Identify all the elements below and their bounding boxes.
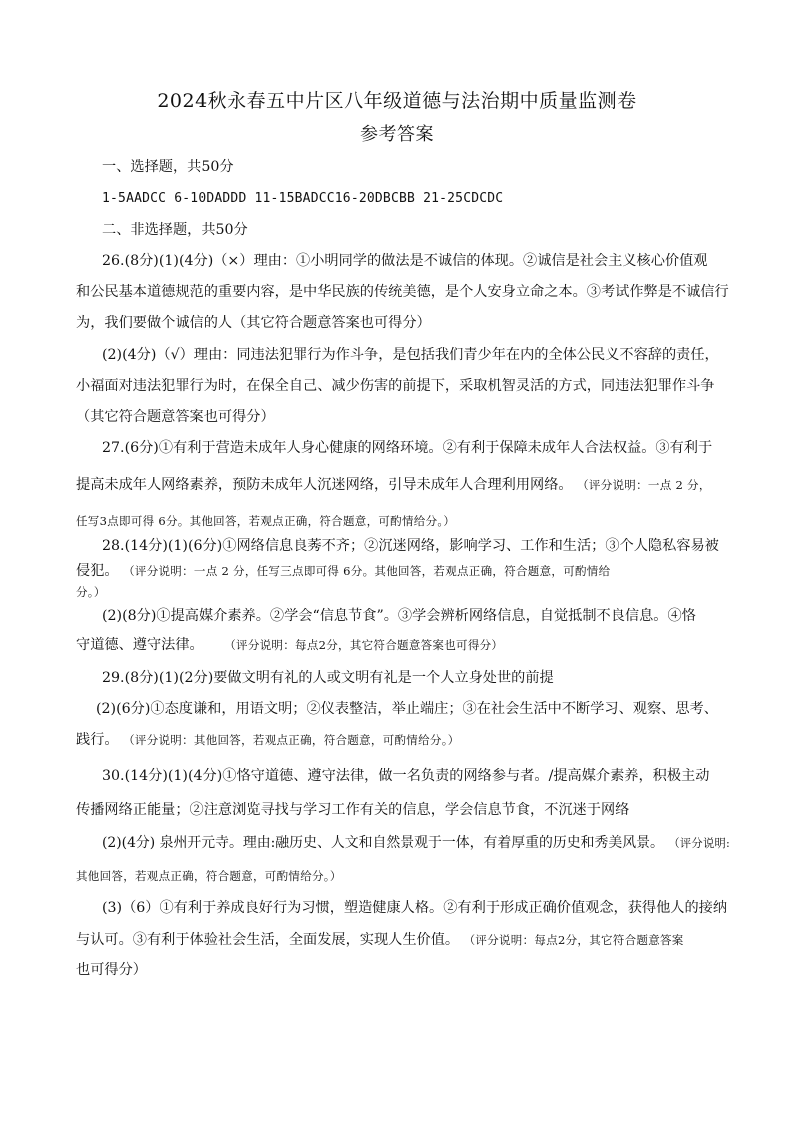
q30-part2-line-1-main: (2)(4分) 泉州开元寺。理由:融历史、人文和自然景观于一体，有着厚重的历史和秀美风景。: [102, 835, 664, 851]
q29-part2-line-1: (2)(6分)①态度谦和，用语文明；②仪表整洁，举止端庄；③在社会生活中不断学习、观察、思考、: [96, 701, 718, 717]
q27-scoring-note-2: 任写3点即可得 6分。其他回答，若观点正确，符合题意，可酌情给分。）: [76, 514, 456, 528]
q26-line-2: 和公民基本道德规范的重要内容，是中华民族的传统美德，是个人安身立命之本。③考试作弊是不诚信行: [76, 284, 729, 300]
q29-line-1: 29.(8分)(1)(2分)要做文明有礼的人或文明有礼是一个人立身处世的前提: [102, 670, 554, 686]
q29-part2-line-2: [76, 730, 460, 750]
q30-part3-line-2-main: 与认可。③有利于体验社会生活，全面发展，实现人生价值。: [76, 932, 460, 948]
q30-part2-scoring-note-2: 其他回答，若观点正确，符合题意，可酌情给分。）: [76, 869, 342, 883]
choice-answers: 1-5AADCC 6-10DADDD 11-15BADCC16-20DBCBB 21-25CDCDC: [102, 191, 504, 206]
q30-part3-scoring-note: （评分说明：每点2分，其它符合题意答案: [463, 933, 684, 947]
q28-scoring-note-2: 分。）: [76, 585, 106, 599]
section-nonchoice-heading: 二、非选择题，共50分: [102, 222, 248, 238]
q30-line-1: 30.(14分)(1)(4分)①恪守道德、遵守法律，做一名负责的网络参与者。/提高媒介素养，积极主动: [102, 768, 710, 784]
q26-line-1: 26.(8分)(1)(4分)（×）理由：①小明同学的做法是不诚信的体现。②诚信是社会主义核心价值观: [102, 253, 708, 269]
q30-part2-line-1: [102, 833, 730, 853]
q28-line-1: 28.(14分)(1)(6分)①网络信息良莠不齐；②沉迷网络，影响学习、工作和生活；③个人隐私容易被: [102, 538, 719, 554]
q28-part2-scoring-note: （评分说明：每点2分，其它符合题意答案也可得分）: [224, 638, 504, 652]
q30-line-2: 传播网络正能量；②注意浏览寻找与学习工作有关的信息，学会信息节食，不沉迷于网络: [76, 802, 630, 818]
q30-part2-scoring-note-1: （评分说明:: [668, 836, 731, 850]
section-choice-heading: 一、选择题，共50分: [102, 159, 234, 175]
q26-line-3: 为，我们要做个诚信的人（其它符合题意答案也可得分）: [76, 315, 431, 331]
q30-part3-line-2: [76, 930, 684, 950]
q27-line-1: 27.(6分)①有利于营造未成年人身心健康的网络环境。②有利于保障未成年人合法权益。③有利于: [102, 440, 713, 456]
q28-part2-line-1: (2)(8分)①提高媒介素养。②学会“信息节食”。③学会辨析网络信息，自觉抵制不良信息。④恪: [102, 608, 696, 624]
document-title: 2024秋永春五中片区八年级道德与法治期中质量监测卷: [157, 90, 637, 112]
q28-scoring-note-1: （评分说明：一点 2 分，任写三点即可得 6分。其他回答，若观点正确，符合题意，可酌情给: [123, 564, 611, 578]
q27-scoring-note-1: （评分说明：一点 2 分，: [577, 478, 711, 492]
q26-part2-line-2: 小福面对违法犯罪行为时，在保全自己、减少伤害的前提下，采取机智灵活的方式，同违法犯罪作斗争: [76, 378, 715, 394]
q28-line-2-main: 侵犯。: [76, 563, 119, 579]
document-subtitle: 参考答案: [360, 124, 434, 145]
q30-part3-line-3: 也可得分）: [76, 962, 147, 978]
q28-part2-line-2: [76, 635, 503, 655]
q29-scoring-note: （评分说明：其他回答，若观点正确，符合题意，可酌情给分。）: [123, 733, 460, 747]
q28-part2-line-2-main: 守道德、遵守法律。: [76, 637, 204, 653]
q30-part3-line-1: (3)（6）①有利于养成良好行为习惯，塑造健康人格。②有利于形成正确价值观念，获得他人的接纳: [102, 900, 728, 916]
q26-part2-line-3: （其它符合题意答案也可得分）: [76, 409, 275, 425]
q26-part2-line-1: (2)(4分)（√）理由：同违法犯罪行为作斗争，是包括我们青少年在内的全体公民义不容辞的责任，: [102, 347, 719, 363]
q27-line-2: [76, 475, 711, 495]
q27-line-2-main: 提高未成年人网络素养，预防未成年人沉迷网络，引导未成年人合理利用网络。: [76, 477, 573, 493]
q29-part2-line-2-main: 践行。: [76, 732, 119, 748]
q28-line-2: [76, 561, 610, 581]
